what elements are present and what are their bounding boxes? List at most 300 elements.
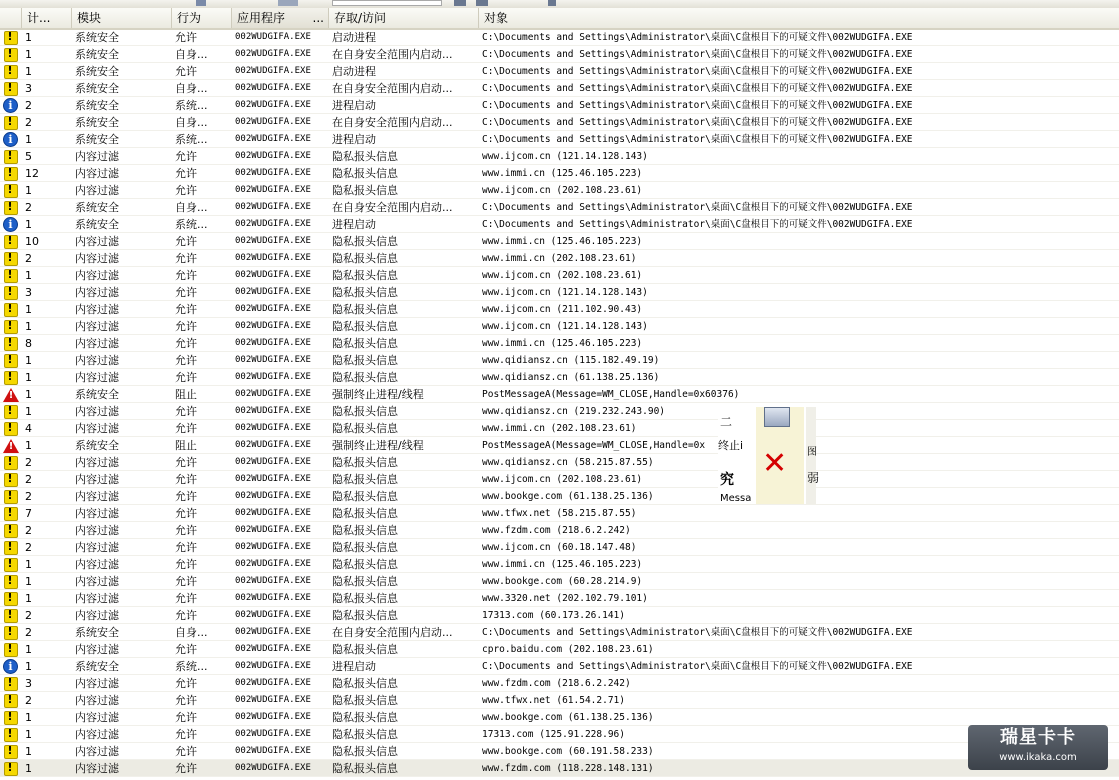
row-application: 002WUDGIFA.EXE <box>235 423 311 433</box>
row-object: www.tfwx.net (61.54.2.71) <box>482 695 625 706</box>
row-count: 1 <box>25 133 32 146</box>
column-header-object-label: 对象 <box>484 11 509 25</box>
row-module: 内容过滤 <box>75 337 119 350</box>
row-icon-cell <box>0 301 22 317</box>
row-access: 隐私报头信息 <box>332 609 398 622</box>
table-row[interactable] <box>0 539 1119 556</box>
row-icon-cell <box>0 760 22 776</box>
table-row[interactable] <box>0 216 1119 233</box>
toolbar-button-fragment[interactable] <box>476 0 488 6</box>
row-icon-cell <box>0 437 22 453</box>
column-header-module-label: 模块 <box>77 11 102 25</box>
table-row[interactable] <box>0 488 1119 505</box>
row-count: 3 <box>25 677 32 690</box>
table-row[interactable] <box>0 505 1119 522</box>
popup-text-fragment: 二 <box>720 415 733 429</box>
row-object: cpro.baidu.com (202.108.23.61) <box>482 644 654 655</box>
row-action: 系统... <box>175 218 208 231</box>
row-object: www.tfwx.net (58.215.87.55) <box>482 508 637 519</box>
row-action: 允许 <box>175 320 197 333</box>
table-row[interactable] <box>0 63 1119 80</box>
warn-icon <box>3 81 17 95</box>
row-count: 1 <box>25 303 32 316</box>
toolbar-button-fragment[interactable] <box>454 0 466 6</box>
row-access: 隐私报头信息 <box>332 371 398 384</box>
row-application: 002WUDGIFA.EXE <box>235 610 311 620</box>
stop-icon <box>3 438 19 452</box>
table-row[interactable] <box>0 556 1119 573</box>
row-application: 002WUDGIFA.EXE <box>235 576 311 586</box>
row-application: 002WUDGIFA.EXE <box>235 525 311 535</box>
row-application: 002WUDGIFA.EXE <box>235 372 311 382</box>
table-row[interactable] <box>0 692 1119 709</box>
close-x-icon[interactable]: ✕ <box>762 446 788 481</box>
table-row[interactable] <box>0 658 1119 675</box>
warn-icon <box>3 336 17 350</box>
row-action: 允许 <box>175 456 197 469</box>
row-application: 002WUDGIFA.EXE <box>235 32 311 42</box>
warn-icon <box>3 47 17 61</box>
row-count: 5 <box>25 150 32 163</box>
row-access: 隐私报头信息 <box>332 490 398 503</box>
table-row[interactable] <box>0 335 1119 352</box>
row-action: 允许 <box>175 31 197 44</box>
row-access: 隐私报头信息 <box>332 473 398 486</box>
row-action: 允许 <box>175 643 197 656</box>
log-table-header <box>0 8 1119 30</box>
row-access: 隐私报头信息 <box>332 507 398 520</box>
table-row[interactable] <box>0 148 1119 165</box>
row-action: 允许 <box>175 745 197 758</box>
row-count: 10 <box>25 235 39 248</box>
row-access: 在自身安全范围内启动... <box>332 48 453 61</box>
row-access: 隐私报头信息 <box>332 575 398 588</box>
row-module: 内容过滤 <box>75 354 119 367</box>
row-icon-cell <box>0 454 22 470</box>
row-access: 隐私报头信息 <box>332 456 398 469</box>
row-action: 允许 <box>175 490 197 503</box>
column-header-action-label: 行为 <box>177 11 202 25</box>
table-row[interactable] <box>0 709 1119 726</box>
row-icon-cell <box>0 335 22 351</box>
row-icon-cell <box>0 471 22 487</box>
row-icon-cell <box>0 250 22 266</box>
row-object: PostMessageA(Message=WM_CLOSE,Handle=0x <box>482 440 706 451</box>
row-module: 内容过滤 <box>75 745 119 758</box>
warn-icon <box>3 302 17 316</box>
row-action: 允许 <box>175 269 197 282</box>
table-row[interactable] <box>0 760 1119 777</box>
row-object: www.qidiansz.cn (115.182.49.19) <box>482 355 660 366</box>
row-icon-cell <box>0 97 22 113</box>
row-action: 允许 <box>175 65 197 78</box>
row-application: 002WUDGIFA.EXE <box>235 559 311 569</box>
table-row[interactable] <box>0 726 1119 743</box>
row-count: 2 <box>25 201 32 214</box>
row-access: 隐私报头信息 <box>332 320 398 333</box>
row-application: 002WUDGIFA.EXE <box>235 287 311 297</box>
row-count: 2 <box>25 456 32 469</box>
column-header-access[interactable] <box>329 8 479 28</box>
row-module: 内容过滤 <box>75 490 119 503</box>
row-application: 002WUDGIFA.EXE <box>235 406 311 416</box>
row-action: 自身... <box>175 48 208 61</box>
row-application: 002WUDGIFA.EXE <box>235 729 311 739</box>
row-application: 002WUDGIFA.EXE <box>235 151 311 161</box>
table-row[interactable] <box>0 318 1119 335</box>
row-icon-cell <box>0 675 22 691</box>
row-object: www.bookge.com (60.191.58.233) <box>482 746 654 757</box>
row-module: 内容过滤 <box>75 456 119 469</box>
table-row[interactable] <box>0 522 1119 539</box>
table-row[interactable] <box>0 267 1119 284</box>
info-icon <box>3 217 17 231</box>
table-row[interactable] <box>0 352 1119 369</box>
row-count: 2 <box>25 609 32 622</box>
table-row[interactable] <box>0 403 1119 420</box>
table-row[interactable] <box>0 165 1119 182</box>
toolbar-button-fragment[interactable] <box>548 0 556 6</box>
table-row[interactable] <box>0 29 1119 46</box>
row-object: www.fzdm.com (218.6.2.242) <box>482 678 631 689</box>
row-action: 允许 <box>175 303 197 316</box>
row-object: C:\Documents and Settings\Administrator\桌面\C盘根目下的可疑文件\002WUDGIFA.EXE <box>482 219 913 230</box>
warn-icon <box>3 149 17 163</box>
column-header-module[interactable] <box>72 8 172 28</box>
column-header-action[interactable] <box>172 8 232 28</box>
row-application: 002WUDGIFA.EXE <box>235 83 311 93</box>
row-application: 002WUDGIFA.EXE <box>235 219 311 229</box>
row-module: 内容过滤 <box>75 252 119 265</box>
row-icon-cell <box>0 148 22 164</box>
row-count: 1 <box>25 728 32 741</box>
warn-icon <box>3 540 17 554</box>
row-count: 1 <box>25 48 32 61</box>
column-header-icon[interactable] <box>0 8 22 28</box>
row-icon-cell <box>0 114 22 130</box>
row-count: 7 <box>25 507 32 520</box>
row-count: 2 <box>25 490 32 503</box>
row-object: www.ijcom.cn (121.14.128.143) <box>482 321 648 332</box>
row-action: 允许 <box>175 235 197 248</box>
table-row[interactable] <box>0 386 1119 403</box>
row-count: 4 <box>25 422 32 435</box>
row-module: 系统安全 <box>75 133 119 146</box>
row-access: 隐私报头信息 <box>332 592 398 605</box>
row-module: 系统安全 <box>75 660 119 673</box>
row-access: 隐私报头信息 <box>332 728 398 741</box>
row-access: 进程启动 <box>332 133 376 146</box>
row-icon-cell <box>0 403 22 419</box>
row-icon-cell <box>0 46 22 62</box>
row-module: 系统安全 <box>75 626 119 639</box>
column-header-app[interactable] <box>232 8 329 28</box>
row-count: 1 <box>25 371 32 384</box>
table-row[interactable] <box>0 454 1119 471</box>
warn-icon <box>3 319 17 333</box>
row-module: 内容过滤 <box>75 643 119 656</box>
row-object: www.immi.cn (125.46.105.223) <box>482 168 643 179</box>
warn-icon <box>3 591 17 605</box>
row-module: 内容过滤 <box>75 592 119 605</box>
row-access: 隐私报头信息 <box>332 524 398 537</box>
table-row[interactable] <box>0 437 1119 454</box>
row-application: 002WUDGIFA.EXE <box>235 355 311 365</box>
row-module: 系统安全 <box>75 388 119 401</box>
column-header-count-label: 计... <box>27 11 51 25</box>
row-object: www.immi.cn (202.108.23.61) <box>482 253 637 264</box>
popup-text-fragment: 弱 <box>807 471 820 485</box>
table-row[interactable] <box>0 97 1119 114</box>
row-access: 启动进程 <box>332 31 376 44</box>
row-module: 系统安全 <box>75 99 119 112</box>
row-icon-cell <box>0 573 22 589</box>
row-object: C:\Documents and Settings\Administrator\桌面\C盘根目下的可疑文件\002WUDGIFA.EXE <box>482 661 913 672</box>
row-icon-cell <box>0 488 22 504</box>
row-icon-cell <box>0 709 22 725</box>
row-object: C:\Documents and Settings\Administrator\桌面\C盘根目下的可疑文件\002WUDGIFA.EXE <box>482 627 913 638</box>
row-object: www.qidiansz.cn (219.232.243.90) <box>482 406 666 417</box>
row-application: 002WUDGIFA.EXE <box>235 763 311 773</box>
row-access: 隐私报头信息 <box>332 711 398 724</box>
row-action: 自身... <box>175 201 208 214</box>
table-row[interactable] <box>0 199 1119 216</box>
row-object: www.ijcom.cn (202.108.23.61) <box>482 185 643 196</box>
row-module: 内容过滤 <box>75 677 119 690</box>
row-action: 允许 <box>175 711 197 724</box>
row-access: 隐私报头信息 <box>332 558 398 571</box>
row-application: 002WUDGIFA.EXE <box>235 644 311 654</box>
row-object: www.ijcom.cn (211.102.90.43) <box>482 304 643 315</box>
row-icon-cell <box>0 556 22 572</box>
table-row[interactable] <box>0 743 1119 760</box>
row-access: 强制终止进程/线程 <box>332 439 424 452</box>
row-action: 允许 <box>175 507 197 520</box>
table-row[interactable] <box>0 573 1119 590</box>
row-object: C:\Documents and Settings\Administrator\桌面\C盘根目下的可疑文件\002WUDGIFA.EXE <box>482 100 913 111</box>
warn-icon <box>3 710 17 724</box>
row-count: 2 <box>25 116 32 129</box>
table-row[interactable] <box>0 590 1119 607</box>
row-access: 隐私报头信息 <box>332 762 398 775</box>
row-application: 002WUDGIFA.EXE <box>235 66 311 76</box>
row-action: 允许 <box>175 354 197 367</box>
column-header-access-label: 存取/访问 <box>334 11 387 25</box>
row-module: 系统安全 <box>75 31 119 44</box>
row-object: C:\Documents and Settings\Administrator\桌面\C盘根目下的可疑文件\002WUDGIFA.EXE <box>482 49 913 60</box>
row-object: www.fzdm.com (218.6.2.242) <box>482 525 631 536</box>
row-application: 002WUDGIFA.EXE <box>235 338 311 348</box>
table-row[interactable] <box>0 471 1119 488</box>
row-action: 允许 <box>175 677 197 690</box>
row-application: 002WUDGIFA.EXE <box>235 712 311 722</box>
row-module: 系统安全 <box>75 65 119 78</box>
row-action: 允许 <box>175 609 197 622</box>
row-action: 允许 <box>175 558 197 571</box>
row-module: 内容过滤 <box>75 167 119 180</box>
row-action: 系统... <box>175 99 208 112</box>
row-access: 隐私报头信息 <box>332 184 398 197</box>
table-row[interactable] <box>0 233 1119 250</box>
table-row[interactable] <box>0 420 1119 437</box>
row-access: 隐私报头信息 <box>332 405 398 418</box>
toolbar-button-fragment[interactable] <box>196 0 206 6</box>
row-object: C:\Documents and Settings\Administrator\桌面\C盘根目下的可疑文件\002WUDGIFA.EXE <box>482 117 913 128</box>
popup-text-fragment: 终止i <box>718 439 744 452</box>
table-row[interactable] <box>0 182 1119 199</box>
warn-icon <box>3 285 17 299</box>
row-application: 002WUDGIFA.EXE <box>235 236 311 246</box>
row-application: 002WUDGIFA.EXE <box>235 49 311 59</box>
table-row[interactable] <box>0 114 1119 131</box>
row-module: 内容过滤 <box>75 541 119 554</box>
row-count: 1 <box>25 65 32 78</box>
row-action: 允许 <box>175 167 197 180</box>
row-access: 强制终止进程/线程 <box>332 388 424 401</box>
row-module: 内容过滤 <box>75 371 119 384</box>
row-module: 内容过滤 <box>75 269 119 282</box>
warn-icon <box>3 608 17 622</box>
row-object: C:\Documents and Settings\Administrator\桌面\C盘根目下的可疑文件\002WUDGIFA.EXE <box>482 83 913 94</box>
watermark-url: www.ikaka.com <box>999 752 1077 763</box>
row-object: www.bookge.com (61.138.25.136) <box>482 491 654 502</box>
column-header-count[interactable] <box>22 8 72 28</box>
row-module: 系统安全 <box>75 48 119 61</box>
warn-icon <box>3 727 17 741</box>
row-action: 允许 <box>175 524 197 537</box>
row-icon-cell <box>0 743 22 759</box>
warn-icon <box>3 64 17 78</box>
column-header-object[interactable] <box>479 8 1119 28</box>
row-count: 2 <box>25 524 32 537</box>
computer-icon <box>764 407 790 427</box>
popup-text-fragment: 究 <box>720 472 734 488</box>
row-access: 隐私报头信息 <box>332 541 398 554</box>
row-object: www.ijcom.cn (202.108.23.61) <box>482 474 643 485</box>
row-access: 隐私报头信息 <box>332 286 398 299</box>
row-application: 002WUDGIFA.EXE <box>235 508 311 518</box>
row-application: 002WUDGIFA.EXE <box>235 746 311 756</box>
row-count: 1 <box>25 31 32 44</box>
row-icon-cell <box>0 29 22 45</box>
row-access: 在自身安全范围内启动... <box>332 116 453 129</box>
row-icon-cell <box>0 352 22 368</box>
row-icon-cell <box>0 658 22 674</box>
row-icon-cell <box>0 624 22 640</box>
row-application: 002WUDGIFA.EXE <box>235 389 311 399</box>
table-row[interactable] <box>0 369 1119 386</box>
row-access: 隐私报头信息 <box>332 303 398 316</box>
row-count: 3 <box>25 82 32 95</box>
row-count: 12 <box>25 167 39 180</box>
table-row[interactable] <box>0 46 1119 63</box>
row-access: 在自身安全范围内启动... <box>332 626 453 639</box>
warn-icon <box>3 183 17 197</box>
row-icon-cell <box>0 386 22 402</box>
row-application: 002WUDGIFA.EXE <box>235 134 311 144</box>
row-count: 1 <box>25 762 32 775</box>
row-object: www.ijcom.cn (60.18.147.48) <box>482 542 637 553</box>
stop-icon <box>3 387 19 401</box>
table-row[interactable] <box>0 80 1119 97</box>
row-module: 内容过滤 <box>75 507 119 520</box>
row-object: www.ijcom.cn (121.14.128.143) <box>482 151 648 162</box>
table-row[interactable] <box>0 624 1119 641</box>
row-application: 002WUDGIFA.EXE <box>235 202 311 212</box>
row-object: www.qidiansz.cn (61.138.25.136) <box>482 372 660 383</box>
popup-fragment <box>718 407 820 504</box>
toolbar-button-fragment[interactable] <box>278 0 298 6</box>
row-action: 系统... <box>175 133 208 146</box>
row-count: 2 <box>25 252 32 265</box>
row-object: C:\Documents and Settings\Administrator\桌面\C盘根目下的可疑文件\002WUDGIFA.EXE <box>482 32 913 43</box>
row-application: 002WUDGIFA.EXE <box>235 117 311 127</box>
row-access: 隐私报头信息 <box>332 337 398 350</box>
table-row[interactable] <box>0 301 1119 318</box>
row-module: 内容过滤 <box>75 524 119 537</box>
row-action: 允许 <box>175 405 197 418</box>
warn-icon <box>3 370 17 384</box>
row-access: 在自身安全范围内启动... <box>332 201 453 214</box>
row-icon-cell <box>0 505 22 521</box>
row-action: 自身... <box>175 82 208 95</box>
table-row[interactable] <box>0 607 1119 624</box>
table-row[interactable] <box>0 641 1119 658</box>
table-row[interactable] <box>0 131 1119 148</box>
row-application: 002WUDGIFA.EXE <box>235 304 311 314</box>
info-icon <box>3 659 17 673</box>
row-module: 内容过滤 <box>75 150 119 163</box>
watermark-logo <box>968 725 1108 770</box>
table-row[interactable] <box>0 250 1119 267</box>
row-count: 8 <box>25 337 32 350</box>
row-object: www.3320.net (202.102.79.101) <box>482 593 648 604</box>
row-object: www.immi.cn (125.46.105.223) <box>482 559 643 570</box>
row-module: 内容过滤 <box>75 728 119 741</box>
row-access: 进程启动 <box>332 660 376 673</box>
row-icon-cell <box>0 80 22 96</box>
row-access: 隐私报头信息 <box>332 643 398 656</box>
row-module: 内容过滤 <box>75 303 119 316</box>
row-count: 2 <box>25 473 32 486</box>
row-module: 内容过滤 <box>75 694 119 707</box>
warn-icon <box>3 744 17 758</box>
row-icon-cell <box>0 199 22 215</box>
row-action: 允许 <box>175 592 197 605</box>
row-application: 002WUDGIFA.EXE <box>235 100 311 110</box>
row-count: 1 <box>25 592 32 605</box>
row-count: 2 <box>25 99 32 112</box>
row-access: 隐私报头信息 <box>332 354 398 367</box>
table-row[interactable] <box>0 675 1119 692</box>
row-module: 内容过滤 <box>75 184 119 197</box>
table-row[interactable] <box>0 284 1119 301</box>
row-icon-cell <box>0 182 22 198</box>
row-object: www.qidiansz.cn (58.215.87.55) <box>482 457 654 468</box>
row-icon-cell <box>0 131 22 147</box>
warn-icon <box>3 30 17 44</box>
warn-icon <box>3 115 17 129</box>
row-action: 允许 <box>175 252 197 265</box>
row-action: 允许 <box>175 286 197 299</box>
row-access: 进程启动 <box>332 99 376 112</box>
toolbar-search-fragment[interactable] <box>332 0 442 6</box>
row-icon-cell <box>0 726 22 742</box>
warn-icon <box>3 489 17 503</box>
warn-icon <box>3 472 17 486</box>
warn-icon <box>3 421 17 435</box>
row-icon-cell <box>0 267 22 283</box>
